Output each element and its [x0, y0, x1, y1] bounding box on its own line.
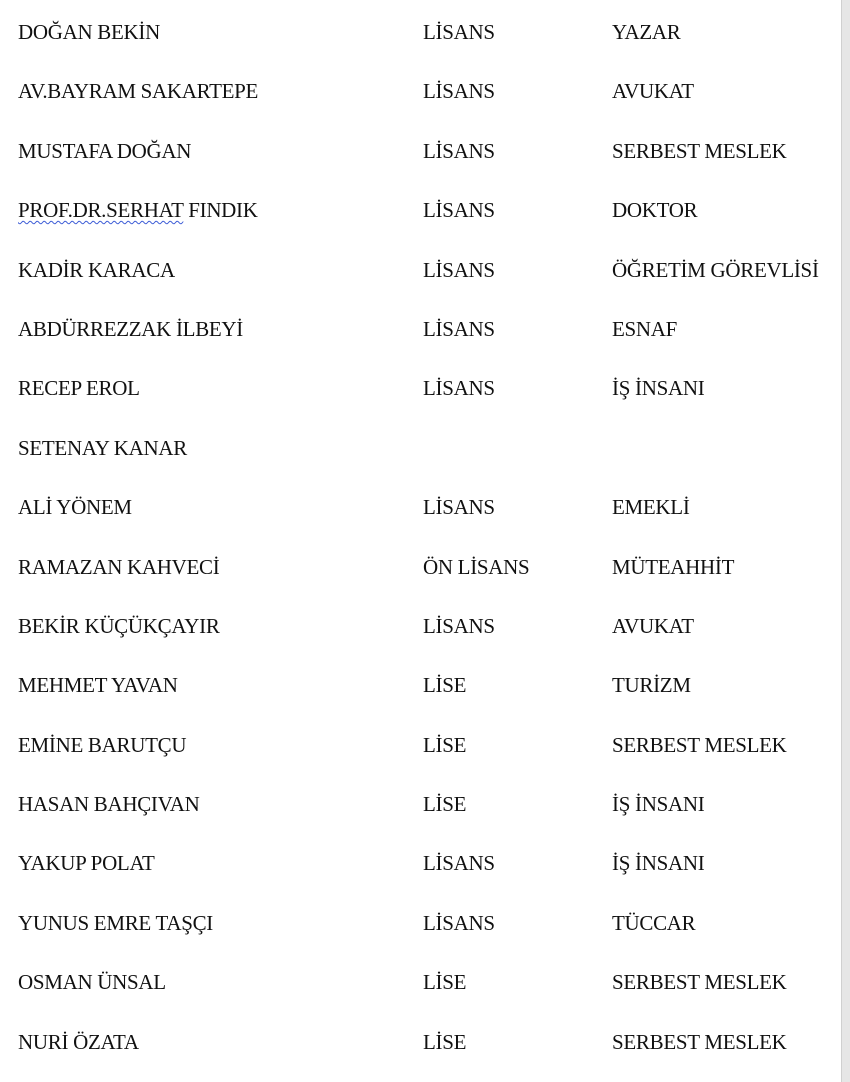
education-level: LİSE — [423, 1029, 467, 1054]
list-row — [0, 121, 841, 180]
occupation: YAZAR — [612, 20, 681, 44]
list-row — [0, 240, 841, 299]
education-level: LİSANS — [423, 613, 495, 638]
occupation: SERBEST MESLEK — [612, 138, 787, 163]
list-row — [0, 61, 841, 120]
list-row — [0, 833, 841, 892]
education-level: LİSANS — [423, 851, 495, 876]
occupation: SERBEST MESLEK — [612, 970, 787, 995]
education-level: LİSE — [423, 970, 467, 995]
person-name: EMİNE BARUTÇU — [18, 732, 187, 757]
occupation: ÖĞRETİM GÖREVLİSİ — [612, 257, 819, 282]
occupation: SERBEST MESLEK — [612, 732, 787, 757]
education-level: LİSANS — [423, 495, 495, 520]
list-row — [0, 952, 841, 1011]
occupation: İŞ İNSANI — [612, 792, 705, 817]
list-row — [0, 1012, 841, 1071]
education-level: LİSANS — [423, 198, 495, 223]
list-row — [0, 477, 841, 536]
occupation: AVUKAT — [612, 613, 694, 638]
page-edge — [841, 0, 850, 1082]
person-name: KADİR KARACA — [18, 257, 175, 282]
person-name: RAMAZAN KAHVECİ — [18, 554, 220, 579]
education-level: LİSANS — [423, 257, 495, 282]
person-name: NURİ ÖZATA — [18, 1029, 139, 1054]
person-name: BEKİR KÜÇÜKÇAYIR — [18, 613, 220, 638]
list-row — [0, 180, 841, 239]
education-level: LİSE — [423, 673, 467, 698]
education-level: LİSANS — [423, 138, 495, 163]
occupation: MÜTEAHHİT — [612, 554, 735, 579]
person-name: OSMAN ÜNSAL — [18, 970, 166, 995]
list-row — [0, 299, 841, 358]
person-name: ALİ YÖNEM — [18, 495, 132, 520]
occupation: SERBEST MESLEK — [612, 1029, 787, 1054]
education-level: LİSE — [423, 792, 467, 817]
person-name: SETENAY KANAR — [18, 435, 187, 460]
list-row — [0, 774, 841, 833]
list-row — [0, 2, 841, 61]
person-name — [18, 197, 258, 223]
person-name: RECEP EROL — [18, 376, 140, 401]
occupation: TURİZM — [612, 673, 691, 698]
person-name: ABDÜRREZZAK İLBEYİ — [18, 316, 243, 341]
occupation: ESNAF — [612, 316, 678, 341]
person-name: YUNUS EMRE TAŞÇI — [18, 910, 213, 935]
person-name: MEHMET YAVAN — [18, 673, 178, 698]
person-name: AV.BAYRAM SAKARTEPE — [18, 79, 259, 104]
occupation: TÜCCAR — [612, 910, 696, 935]
education-level: LİSANS — [423, 20, 495, 44]
list-row — [0, 596, 841, 655]
education-level: LİSANS — [423, 79, 495, 104]
list-row — [0, 537, 841, 596]
occupation: AVUKAT — [612, 79, 694, 104]
list-row — [0, 418, 841, 477]
list-row — [0, 655, 841, 714]
occupation: İŞ İNSANI — [612, 376, 705, 401]
person-name: HASAN BAHÇIVAN — [18, 792, 200, 817]
list-row — [0, 715, 841, 774]
list-row — [0, 358, 841, 417]
person-name: YAKUP POLAT — [18, 851, 155, 876]
person-name: MUSTAFA DOĞAN — [18, 138, 192, 163]
education-level: LİSANS — [423, 316, 495, 341]
education-level: LİSANS — [423, 376, 495, 401]
education-level: LİSANS — [423, 910, 495, 935]
spellcheck-flagged-text[interactable]: PROF.DR.SERHAT — [18, 198, 184, 223]
person-name: DOĞAN BEKİN — [18, 20, 160, 44]
occupation: İŞ İNSANI — [612, 851, 705, 876]
occupation: EMEKLİ — [612, 495, 690, 520]
occupation: DOKTOR — [612, 198, 698, 223]
list-row — [0, 893, 841, 952]
education-level: LİSE — [423, 732, 467, 757]
person-name-rest: FINDIK — [183, 198, 258, 223]
education-level: ÖN LİSANS — [423, 554, 530, 579]
